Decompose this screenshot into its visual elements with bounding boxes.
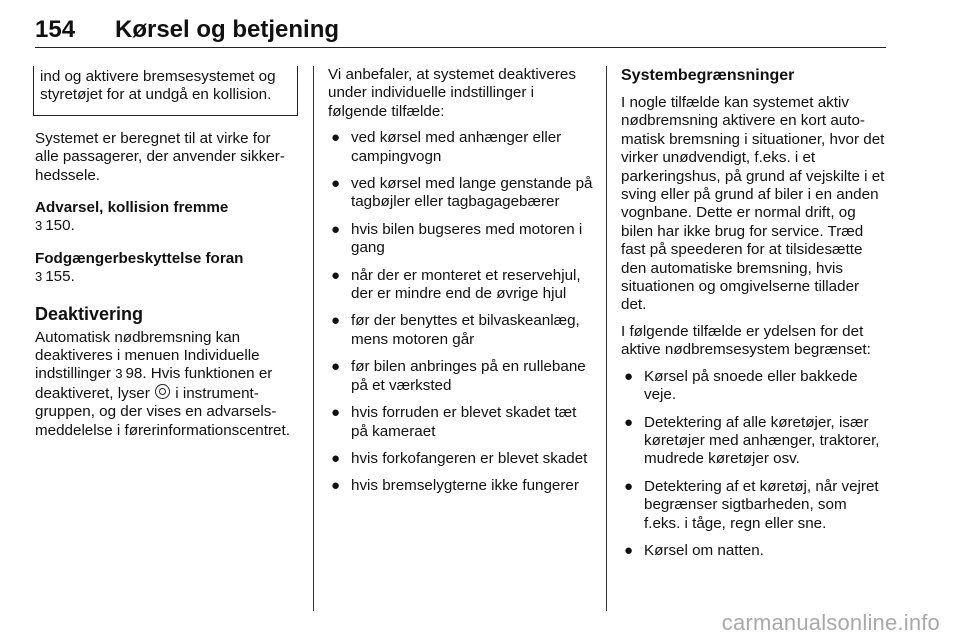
recommendation-intro: Vi anbefaler, at systemet deaktiveres under individuelle indstillinger i følgende tilfælde:	[328, 66, 576, 120]
watermark: carmanualsonline.info	[721, 610, 940, 635]
column-middle	[328, 66, 594, 496]
list-item: ● når der er monteret et reservehjul, der er mindre end de øvrige hjul	[331, 266, 581, 303]
column-right	[621, 66, 887, 560]
list-item: ● Detektering af alle køretøjer, især køretøjer med anhænger, traktorer, mudrede køretøjer osv.	[624, 413, 880, 468]
bullet-icon: ●	[331, 477, 341, 495]
deactivation-ref: 98. Hvis funktionen er deaktiveret, lyser	[35, 365, 273, 402]
note-text: ind og aktivere bremsesystemet og styretøjet for at undgå en kollision.	[40, 68, 276, 104]
limitations-heading: Systembegrænsninger	[621, 67, 795, 84]
deactivation-paragraph	[35, 329, 295, 440]
pedestrian-reference[interactable]	[35, 268, 295, 286]
bullet-icon: ●	[624, 541, 634, 559]
bullet-icon: ●	[331, 175, 341, 193]
chapter-title: Kørsel og betjening	[115, 16, 340, 43]
page-ref-icon: 3	[35, 269, 43, 285]
limitations-paragraph: I nogle tilfælde kan systemet aktiv nødbremsning aktivere en kort automatisk bremsning i situationer, hvor det virker unødvendigt, f.eks. i et parkeringshus, på grund af vejskilte i et sving eller på grund af biler i en anden vognbane. Dette er normal drift, og bilen har ikke brug for service. Træd fast på speederen for at tilsidesætte den automatiske bremsning, hvis situationen og omgivelserne tillader det.	[621, 94, 885, 314]
page-ref-icon: 3	[35, 218, 43, 234]
column-divider	[606, 66, 607, 611]
list-item: ● hvis forkofangeren er blevet skadet	[331, 449, 588, 467]
warning-heading: Advarsel, kollision fremme	[35, 199, 229, 217]
intro-paragraph: Systemet er beregnet til at virke for alle passagerer, der anvender sikkerhedssele.	[35, 129, 285, 184]
bullet-icon: ●	[624, 477, 634, 495]
column-divider	[313, 66, 314, 611]
list-item: ● Kørsel om natten.	[624, 541, 764, 559]
bullet-icon: ●	[331, 266, 341, 284]
limitations-intro: I følgende tilfælde er ydelsen for det aktive nødbremsesystem begrænset:	[621, 322, 871, 359]
pedestrian-ref-page: 155.	[45, 268, 75, 286]
warning-ref-page: 150.	[45, 217, 75, 235]
bullet-icon: ●	[331, 220, 341, 238]
list-item: ● hvis forruden er blevet skadet tæt på kameraet	[331, 404, 577, 440]
bullet-icon: ●	[331, 404, 341, 422]
bullet-icon: ●	[331, 129, 341, 147]
page-header	[35, 16, 885, 48]
note-box	[33, 66, 298, 116]
page-ref-icon: 3	[115, 366, 123, 382]
pedestrian-heading: Fodgængerbeskyttelse foran	[35, 249, 244, 267]
list-item: ● hvis bilen bugseres med motoren i gang	[331, 220, 583, 257]
bullet-icon: ●	[331, 449, 341, 467]
bullet-icon: ●	[331, 358, 341, 376]
list-item: ● ved kørsel med lange genstande på tagbøjler eller tagbagagebærer	[331, 175, 593, 211]
bullet-icon: ●	[624, 413, 634, 431]
limitations-list	[621, 368, 887, 561]
list-item: ● før der benyttes et bilvaskeanlæg, mens motoren går	[331, 312, 580, 348]
list-item: ● ved kørsel med anhænger eller campingvogn	[331, 129, 562, 165]
section-title: Deaktivering	[35, 303, 144, 324]
list-item: ● Detektering af et køretøj, når vejret begrænser sigtbarheden, som f.eks. i tåge, regn eller sne.	[624, 477, 879, 532]
warning-reference[interactable]	[35, 217, 295, 235]
column-left	[35, 66, 295, 440]
list-item: ● hvis bremselygterne ikke fungerer	[331, 477, 579, 495]
list-item: ● Kørsel på snoede eller bakkede veje.	[624, 367, 858, 404]
page-number: 154	[35, 16, 76, 43]
bullet-icon: ●	[331, 312, 341, 330]
deactivation-text-2: i instrumentgruppen, og der vises en advarselsmeddelelse i førerinformationscentret.	[35, 384, 290, 439]
list-item: ● før bilen anbringes på en rullebane på et værksted	[331, 358, 586, 394]
deactivation-text-1: Automatisk nødbremsning kan deaktiveres i menuen Individuelle indstillinger	[35, 328, 260, 383]
emergency-brake-indicator-icon	[155, 384, 170, 399]
deactivation-list	[328, 129, 594, 496]
bullet-icon: ●	[624, 367, 634, 385]
header-divider	[35, 47, 886, 48]
